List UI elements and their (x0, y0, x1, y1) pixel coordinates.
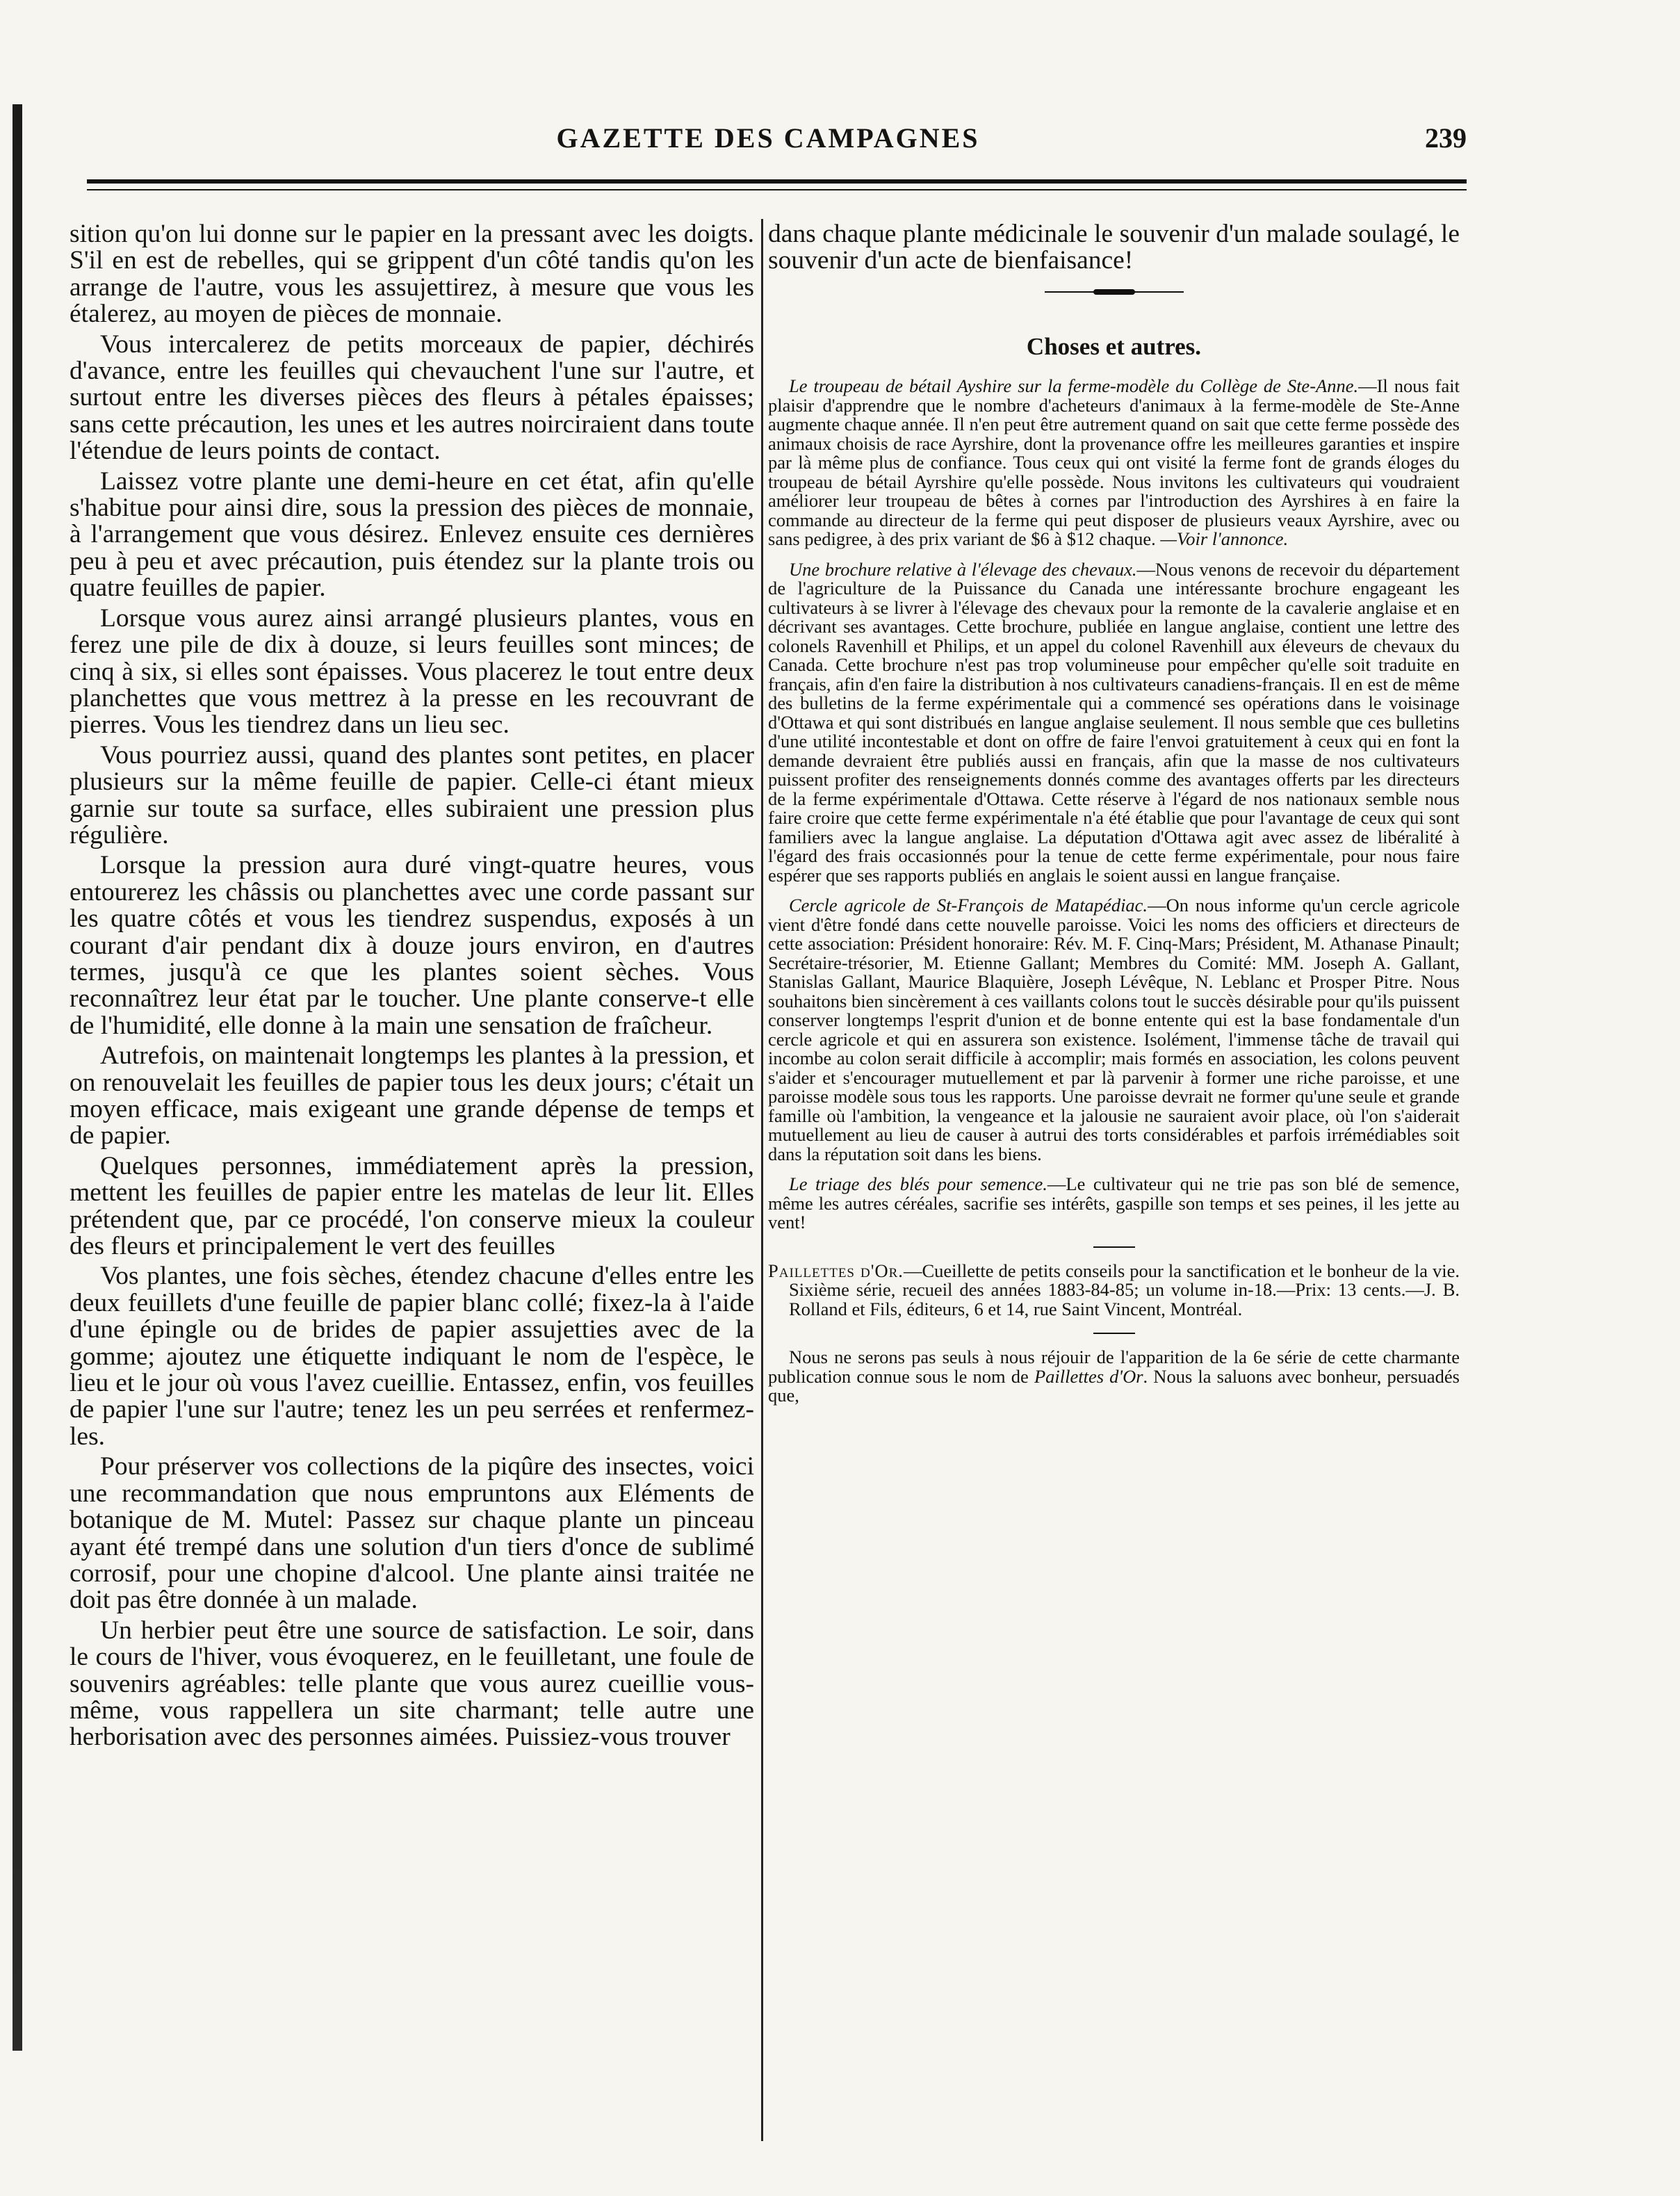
article-text (768, 560, 1460, 886)
left-column (70, 221, 754, 1755)
closing-text: Nous ne serons pas seuls à nous réjouir de l'apparition de la 6e série de cette charmante publication connue sous le nom de (768, 1347, 1460, 1387)
article (768, 896, 1460, 1164)
closing-title: Paillettes d'Or (1034, 1365, 1143, 1387)
article-body: —Nous venons de recevoir du département de l'agriculture de la Puissance du Canada une intéressante brochure engageant les cultivateurs à se livrer à l'élevage des chevaux pour la remonte de la cavalerie anglaise et en décrivant ses avantages. Cette brochure, publiée en langue anglaise, contient une lettre des colonels Ravenhill et Philips, et un appel du colonel Ravenhill aux éleveurs de chevaux du Canada. Cette brochure n'est pas trop volumineuse pour empêcher qu'elle soit traduite en français, afin d'en faire la distribution à nos cultivateurs canadiens-français. Il en est de même des bulletins de la ferme expérimentale qui a commencé ses opérations dans le voisinage d'Ottawa et qui sont distribués en langue anglaise seulement. Il nous semble que ces bulletins d'une utilité incontestable et dont on offre de faire l'envoi gratuitement à ceux qui en font la demande devraient être publiés aussi en français, afin que la masse de nos cultivateurs puissent profiter des renseignements donnés comme des avantages offerts par les directeurs de la ferme expérimentale d'Ottawa. Cette réserve à l'égard de nos nationaux semble nous faire croire que cette ferme expérimentale n'a été établie que pour l'avantage de ceux qui sont familiers avec la langue anglaise. La députation d'Ottawa agit avec assez de libéralité à l'égard des frais occasionnés pour la tenue de cette ferme expérimentale, pour nous faire espérer que ses rapports publiés en anglais le soient aussi en langue française. (768, 558, 1460, 886)
separator-rule (1093, 1246, 1135, 1248)
article-body: —Il nous fait plaisir d'apprendre que le nombre d'acheteurs d'animaux à la ferme-modèle de Ste-Anne augmente chaque année. Il n'en peut être autrement quand on sait que cette ferme possède des animaux choisis de race Ayrshire, dont la provenance offre les meilleures garanties et inspire par là même plus de confiance. Tous ceux qui ont visité la ferme font de grands éloges du troupeau de bétail Ayrshire qu'elle possède. Nous invitons les cultivateurs qui voudraient améliorer leur troupeau de bêtes à cornes par l'introduction des Ayrshires à en faire la commande au directeur de la ferme qui peut disposer de plusieurs veaux Ayrshire, avec ou sans pedigree, à des prix variant de $6 à $12 chaque. (768, 375, 1460, 550)
page-number: 239 (1425, 122, 1467, 154)
book-notice (768, 1262, 1460, 1319)
closing-text-end: . Nous la saluons avec bonheur, persuadés que, (768, 1365, 1460, 1406)
right-column (768, 221, 1460, 1406)
article-lead: Le triage des blés pour semence. (789, 1173, 1047, 1195)
article-lead: Le troupeau de bétail Ayshire sur la ferme-modèle du Collège de Ste-Anne. (789, 375, 1359, 397)
running-title: GAZETTE DES CAMPAGNES (556, 122, 980, 154)
paragraph: sition qu'on lui donne sur le papier en la pressant avec les doigts. S'il en est de rebelles, qui se grippent d'un côté tandis qu'on les arrange de l'autre, vous les assujettirez, à mesure que vous les étalerez, au moyen de pièces de monnaie. (70, 220, 754, 329)
article (768, 560, 1460, 886)
paragraph: Un herbier peut être une source de satisfaction. Le soir, dans le cours de l'hiver, vous évoquerez, en le feuilletant, une foule de souvenirs agréables: telle plante que vous aurez cueillie vous-même, vous rappellera un site charmant; telle autre une herborisation avec des personnes aimées. Puissiez-vous trouver (70, 1616, 754, 1752)
paragraph: Vous pourriez aussi, quand des plantes sont petites, en placer plusieurs sur la même feuille de papier. Celle-ci étant mieux garnie sur toute sa surface, elles subiraient une pression plus régulière. (70, 740, 754, 849)
article-body: —Le cultivateur qui ne trie pas son blé de semence, même les autres céréales, sacrifie ses intérêts, gaspille son temps et ses peines, il les jette au vent! (768, 1173, 1460, 1233)
column-divider (761, 219, 763, 2141)
paragraph: Laissez votre plante une demi-heure en cet état, afin qu'elle s'habitue pour ainsi dire, sous la pression des pièces de monnaie, à l'arrangement que vous désirez. Enlevez ensuite ces dernières peu à peu et avec précaution, puis étendez sur la plante trois ou quatre feuilles de papier. (70, 466, 754, 603)
notice-body: —Cueillette de petits conseils pour la sanctification et le bonheur de la vie. Sixième série, recueil des années 1883-84-85; un volume in-18.—Prix: 13 cents.—J. B. Rolland et Fils, éditeurs, 6 et 14, rue Saint Vincent, Montréal. (789, 1260, 1460, 1319)
article-body: —On nous informe qu'un cercle agricole vient d'être fondé dans cette nouvelle paroisse. Voici les noms des officiers et directeurs de cette association: Président honoraire: Rév. M. F. Cinq-Mars; Président, M. Athanase Pinault; Secrétaire-trésorier, M. Etienne Gallant; Membres du Comité: MM. Joseph A. Gallant, Stanislas Gallant, Maurice Blaquière, Joseph Lévêque, N. Leblanc et Prosper Pitre. Nous souhaitons bien sincèrement à ces vaillants colons tout le succès désirable pour qu'ils puissent conserver longtemps l'esprit d'union et de bonne entente qui est la base fondamentale d'un cercle agricole et qui en assurera son existence. Isolément, l'immense tâche de travail qui incombe au colon serait difficile à accomplir; mais formés en association, les colons peuvent s'aider et s'encourager mutuellement et par là parvenir à former une riche paroisse, et une paroisse modèle sous tous les rapports. Une paroisse devrait ne former qu'une seule et grande famille où l'ambition, la vengeance et la jalousie ne sauraient avoir place, où l'on s'aiderait mutuellement au lieu de causer à autrui des torts considérables et parfois irrémédiables soit dans la réputation soit dans les biens. (768, 895, 1460, 1164)
separator-rule (1093, 1333, 1135, 1334)
article (768, 377, 1460, 549)
article (768, 1175, 1460, 1233)
article-lead: Une brochure relative à l'élevage des chevaux. (789, 558, 1137, 580)
paragraph: Vous intercalerez de petits morceaux de papier, déchirés d'avance, entre les feuilles qui chevauchent l'une sur l'autre, et surtout entre les diverses pièces des fleurs à pétales épaisses; sans cette précaution, les unes et les autres noirciraient dans toute l'étendue de leurs points de contact. (70, 330, 754, 466)
paragraph: Quelques personnes, immédiatement après la pression, mettent les feuilles de papier entre les matelas de leur lit. Elles prétendent que, par ce procédé, l'on conserve mieux la couleur des fleurs et principalement le vert des feuilles (70, 1151, 754, 1261)
paragraph: Lorsque la pression aura duré vingt-quatre heures, vous entourerez les châssis ou planchettes avec une corde passant sur les quatre côtés et vous les tiendrez suspendus, exposés à un courant d'air pendant dix à douze jours environ, en d'autres termes, jusqu'à ce que les plantes soient sèches. Vous reconnaîtrez leur état par le toucher. Une plante conserve-t elle de l'humidité, elle donne à la main une sensation de fraîcheur. (70, 851, 754, 1040)
article-text (768, 1175, 1460, 1233)
paragraph: Vos plantes, une fois sèches, étendez chacune d'elles entre les deux feuillets d'une feuille de papier blanc collé; fixez-la à l'aide d'une épingle ou de brides de papier assujetties avec de la gomme; ajoutez une étiquette indiquant le nom de l'espèce, le lieu et le jour où vous l'avez cueillie. Entassez, enfin, vos feuilles de papier l'une sur l'autre; tenez les un peu serrées et renfermez-les. (70, 1262, 754, 1451)
closing-paragraph (768, 1348, 1460, 1406)
binding-edge (13, 104, 22, 2051)
header-rule-thick (87, 179, 1467, 184)
paragraph: Lorsque vous aurez ainsi arrangé plusieurs plantes, vous en ferez une pile de dix à douze, si leurs feuilles sont minces; de cinq à six, si elles sont épaisses. Vous placerez le tout entre deux planchettes que vous mettrez à la presse en les recouvrant de pierres. Vous les tiendrez dans un lieu sec. (70, 603, 754, 740)
article-lead: Cercle agricole de St-François de Matapédiac. (789, 895, 1148, 916)
article-text (768, 377, 1460, 549)
paragraph: Autrefois, on maintenait longtemps les plantes à la pression, et on renouvelait les feuilles de papier tous les deux jours; c'était un moyen efficace, mais exigeant une grande dépense de temps et de papier. (70, 1041, 754, 1150)
section-title: Choses et autres. (1026, 332, 1202, 360)
continued-paragraph: dans chaque plante médicinale le souvenir d'un malade soulagé, le souvenir d'un acte de bienfaisance! (768, 220, 1460, 275)
notice-lead: Paillettes d'Or. (768, 1260, 904, 1281)
header-rule-thin (87, 189, 1467, 190)
article-tail: —Voir l'annonce. (1160, 528, 1289, 550)
ornament-rule (1045, 287, 1184, 297)
article-text (768, 896, 1460, 1164)
page-header (70, 122, 1467, 163)
paragraph: Pour préserver vos collections de la piqûre des insectes, voici une recommandation que nous empruntons aux Eléments de botanique de M. Mutel: Passez sur chaque plante un pinceau ayant été trempé dans une solution d'un tiers d'once de sublimé corrosif, pour une chopine d'alcool. Une plante ainsi traitée ne doit pas être donnée à un malade. (70, 1452, 754, 1615)
